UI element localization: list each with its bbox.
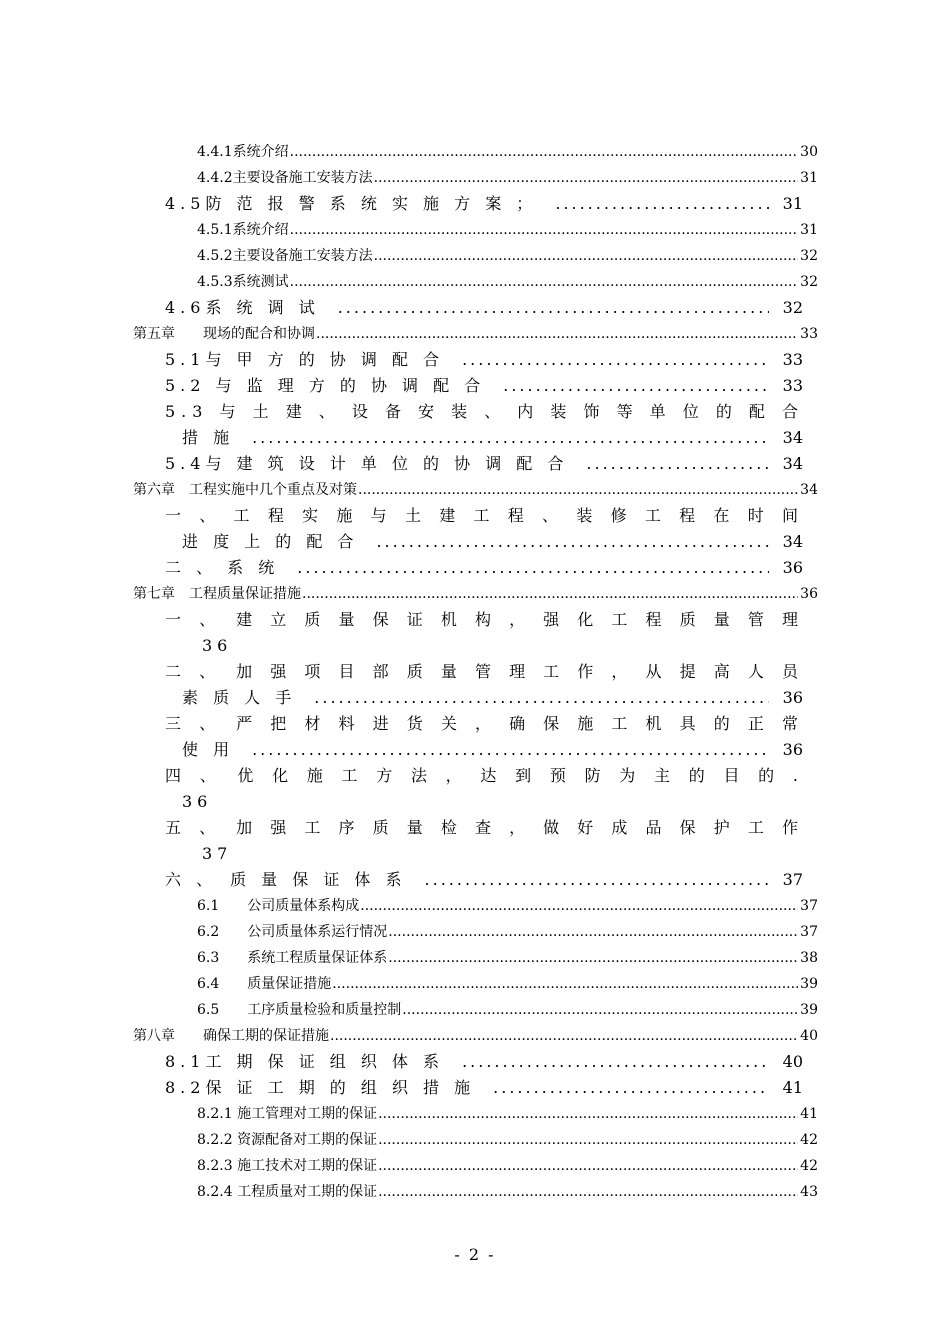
toc-page-number: 32 (800, 274, 818, 290)
toc-page-number: 36 (782, 688, 803, 707)
toc-entry-title: 6.3 系统工程质量保证体系 (197, 950, 388, 966)
toc-entry-title: 4.6系 统 调 试 (165, 298, 320, 317)
toc-entry-title: 素 质 人 手 (182, 688, 297, 707)
toc-entry-title: 4.5.3系统测试 (197, 274, 289, 290)
toc-entry-title: 4.5.2主要设备施工安装方法 (197, 248, 373, 264)
toc-entry[interactable] (197, 895, 818, 917)
toc-entry[interactable] (165, 609, 803, 631)
toc-leader-dots (425, 869, 769, 891)
toc-leader-dots (402, 999, 798, 1021)
toc-entry-title: 6.5 工序质量检验和质量控制 (197, 1002, 402, 1018)
toc-entry[interactable] (165, 1077, 803, 1099)
toc-entry[interactable] (197, 999, 818, 1021)
toc-entry-title: 五 、 加 强 工 序 质 量 检 查 ， 做 好 成 品 保 护 工 作 (165, 818, 805, 837)
toc-leader-dots (374, 167, 799, 189)
toc-page-number: 41 (782, 1078, 803, 1097)
toc-page-number: 37 (800, 924, 818, 940)
toc-entry-title: 5.3 与 土 建 、 设 备 安 装 、 内 装 饰 等 单 位 的 配 合 (165, 402, 804, 421)
toc-entry-title: 第六章 工程实施中几个重点及对策 (133, 482, 357, 498)
toc-entry-title: 三 、 严 把 材 料 进 货 关 ， 确 保 施 工 机 具 的 正 常 (165, 714, 805, 733)
toc-entry-title: 8.2.1 施工管理对工期的保证 (197, 1106, 378, 1122)
toc-entry-title: 6.2 公司质量体系运行情况 (197, 924, 388, 940)
toc-entry-title: 37 (202, 844, 233, 863)
toc-page-number: 31 (800, 222, 818, 238)
toc-leader-dots (290, 271, 799, 293)
toc-entry-title: 进 度 上 的 配 合 (182, 532, 359, 551)
toc-page-number: 36 (782, 740, 803, 759)
toc-page-number: 38 (800, 950, 818, 966)
toc-entry[interactable] (182, 739, 803, 761)
toc-entry[interactable] (197, 271, 818, 293)
toc-leader-dots (388, 947, 798, 969)
toc-page-number: 41 (800, 1106, 818, 1122)
toc-entry[interactable] (197, 1181, 818, 1203)
toc-entry[interactable] (133, 323, 818, 345)
toc-entry-title: 8.1工 期 保 证 组 织 体 系 (165, 1052, 445, 1071)
toc-entry-title: 六 、 质 量 保 证 体 系 (165, 870, 407, 889)
page-number: - 2 - (454, 1245, 496, 1264)
toc-leader-dots (314, 687, 768, 709)
toc-leader-dots (252, 739, 769, 761)
toc-entry-title: 第七章 工程质量保证措施 (133, 586, 301, 602)
toc-leader-dots (332, 973, 798, 995)
toc-entry-title: 8.2.4 工程质量对工期的保证 (197, 1184, 378, 1200)
toc-page-number: 33 (800, 326, 818, 342)
toc-entry[interactable] (165, 713, 803, 735)
toc-entry-title: 第五章 现场的配合和协调 (133, 326, 315, 342)
toc-entry-title: 二 、 加 强 项 目 部 质 量 管 理 工 作 ， 从 提 高 人 员 (165, 662, 805, 681)
toc-leader-dots (378, 1129, 798, 1151)
toc-entry[interactable] (197, 1155, 818, 1177)
toc-leader-dots (586, 453, 768, 475)
toc-entry[interactable] (182, 687, 803, 709)
toc-page-number: 33 (782, 376, 803, 395)
toc-entry[interactable] (165, 869, 803, 891)
toc-entry[interactable] (165, 817, 803, 839)
toc-page-number: 34 (800, 482, 818, 498)
toc-entry-title: 5.2 与 监 理 方 的 协 调 配 合 (165, 376, 486, 395)
toc-entry[interactable] (165, 297, 803, 319)
toc-page-number: 39 (800, 976, 818, 992)
toc-entry[interactable] (197, 973, 818, 995)
toc-entry[interactable] (165, 765, 803, 787)
toc-leader-dots (290, 219, 799, 241)
toc-leader-dots (378, 1103, 798, 1125)
toc-entry[interactable] (133, 479, 818, 501)
toc-entry[interactable] (182, 427, 803, 449)
toc-leader-dots (462, 349, 769, 371)
toc-page-number: 36 (800, 586, 818, 602)
toc-leader-dots (302, 583, 798, 605)
toc-leader-dots (316, 323, 798, 345)
toc-page-number: 36 (782, 558, 803, 577)
toc-entry[interactable] (197, 141, 818, 163)
toc-entry[interactable] (165, 453, 803, 475)
toc-entry[interactable] (197, 947, 818, 969)
toc-leader-dots (503, 375, 768, 397)
toc-entry[interactable] (165, 401, 803, 423)
toc-page-number: 34 (782, 428, 803, 447)
toc-page-number: 40 (782, 1052, 803, 1071)
toc-page-number: 42 (800, 1158, 818, 1174)
toc-entry[interactable] (165, 505, 803, 527)
toc-leader-dots (493, 1077, 769, 1099)
toc-page-number: 40 (800, 1028, 818, 1044)
toc-leader-dots (360, 895, 798, 917)
toc-entry-title: 6.1 公司质量体系构成 (197, 898, 360, 914)
toc-page-number: 39 (800, 1002, 818, 1018)
toc-page-number: 37 (800, 898, 818, 914)
toc-entry-title: 措 施 (182, 428, 235, 447)
toc-entry-title: 5.1与 甲 方 的 协 调 配 合 (165, 350, 445, 369)
toc-page-number: 32 (782, 298, 803, 317)
toc-page-number: 33 (782, 350, 803, 369)
toc-page-number: 42 (800, 1132, 818, 1148)
toc-leader-dots (376, 531, 768, 553)
toc-leader-dots (358, 479, 798, 501)
toc-entry[interactable] (197, 1129, 818, 1151)
toc-entry-title: 二 、 系 统 (165, 558, 280, 577)
toc-entry-title: 使 用 (182, 740, 235, 759)
toc-leader-dots (290, 141, 799, 163)
toc-entry[interactable] (165, 557, 803, 579)
toc-entry-title: 一 、 工 程 实 施 与 土 建 工 程 、 装 修 工 程 在 时 间 (165, 506, 805, 525)
toc-leader-dots (555, 193, 768, 215)
toc-leader-dots (388, 921, 798, 943)
toc-entry-title: 4.5.1系统介绍 (197, 222, 289, 238)
toc-entry-title: 4.5防 范 报 警 系 统 实 施 方 案 ； (165, 194, 538, 213)
toc-entry-title: 4.4.1系统介绍 (197, 144, 289, 160)
toc-entry[interactable] (197, 245, 818, 267)
toc-entry-title: 第八章 确保工期的保证措施 (133, 1028, 329, 1044)
toc-leader-dots (338, 297, 769, 319)
toc-entry[interactable] (165, 349, 803, 371)
toc-entry-title: 36 (202, 636, 233, 655)
toc-entry-title: 8.2.3 施工技术对工期的保证 (197, 1158, 378, 1174)
toc-leader-dots (378, 1155, 798, 1177)
toc-page-number: 32 (800, 248, 818, 264)
toc-leader-dots (252, 427, 769, 449)
toc-leader-dots (297, 557, 768, 579)
toc-entry[interactable] (197, 1103, 818, 1125)
toc-page-number: 30 (800, 144, 818, 160)
toc-leader-dots (378, 1181, 798, 1203)
toc-entry-title: 8.2保 证 工 期 的 组 织 措 施 (165, 1078, 476, 1097)
toc-leader-dots (462, 1051, 769, 1073)
toc-leader-dots (330, 1025, 798, 1047)
toc-entry[interactable] (165, 1051, 803, 1073)
toc-entry-title: 8.2.2 资源配备对工期的保证 (197, 1132, 378, 1148)
toc-entry[interactable] (165, 193, 803, 215)
toc-entry-title: 6.4 质量保证措施 (197, 976, 332, 992)
toc-page-number: 34 (782, 454, 803, 473)
toc-page-number: 31 (782, 194, 803, 213)
toc-entry-title: 4.4.2主要设备施工安装方法 (197, 170, 373, 186)
toc-entry-title: 5.4与 建 筑 设 计 单 位 的 协 调 配 合 (165, 454, 569, 473)
toc-entry[interactable] (197, 219, 818, 241)
toc-entry[interactable] (197, 921, 818, 943)
toc-page-number: 37 (782, 870, 803, 889)
toc-entry[interactable] (133, 1025, 818, 1047)
toc-entry[interactable] (182, 531, 803, 553)
toc-entry-title: 四 、 优 化 施 工 方 法 ， 达 到 预 防 为 主 的 目 的 . (165, 766, 805, 785)
toc-page-number: 43 (800, 1184, 818, 1200)
toc-entry-title: 36 (182, 792, 213, 811)
toc-page-number: 34 (782, 532, 803, 551)
toc-entry[interactable] (165, 375, 803, 397)
toc-entry[interactable] (133, 583, 818, 605)
toc-page-number: 31 (800, 170, 818, 186)
toc-leader-dots (374, 245, 799, 267)
toc-entry[interactable] (197, 167, 818, 189)
toc-entry-title: 一 、 建 立 质 量 保 证 机 构 ， 强 化 工 程 质 量 管 理 (165, 610, 805, 629)
toc-entry[interactable] (165, 661, 803, 683)
